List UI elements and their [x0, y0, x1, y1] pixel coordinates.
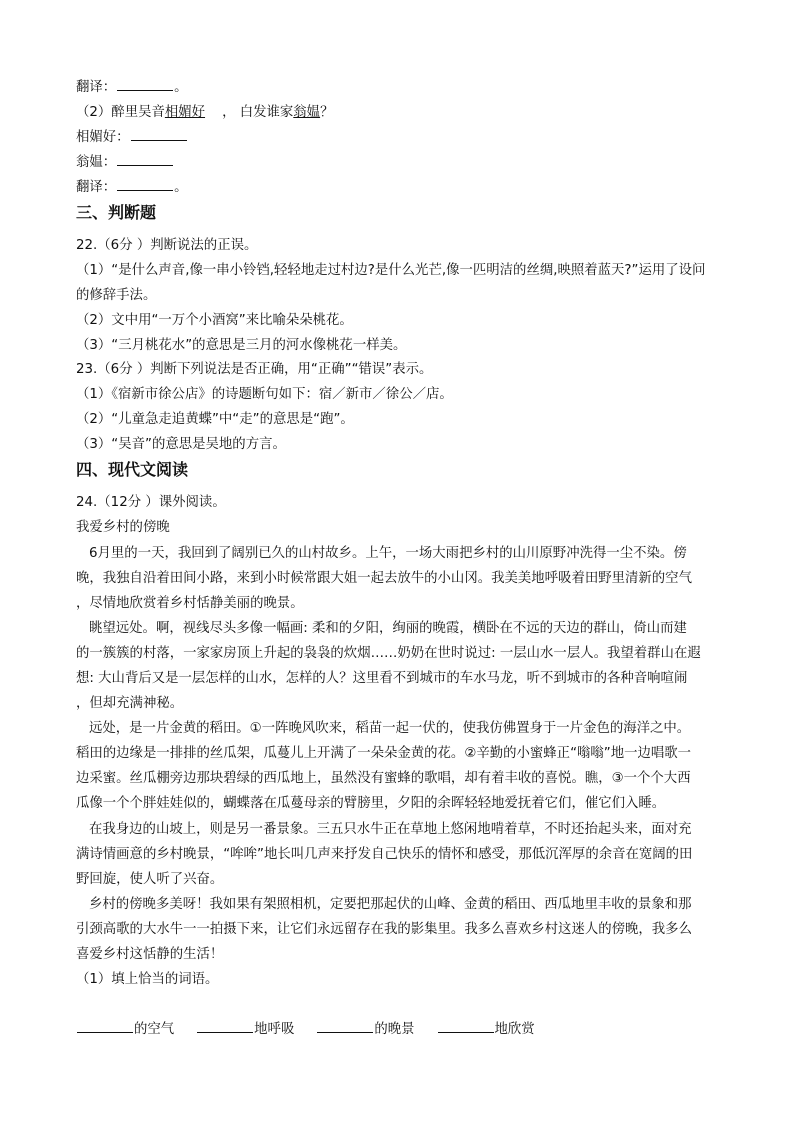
article-line: 6月里的一天，我回到了阔别已久的山村故乡。上午，一场大雨把乡村的山川原野冲洗得一尘不染。傍 [89, 546, 687, 561]
article-line: 远处，是一片金黄的稻田。①一阵晚风吹来，稻苗一起一伏的，使我仿佛置身于一片金色的海洋之中。 [89, 721, 691, 736]
underlined-word: 相媚好 [164, 105, 206, 120]
article-line: 瓜像一个个胖娃娃似的，蝴蝶落在瓜蔓母亲的臂膀里，夕阳的余晖轻轻地爱抚着它们，催它们入睡。 [76, 796, 666, 811]
article-line: 乡村的傍晚多美呀！我如果有架照相机，定要把那起伏的山峰、金黄的稻田、西瓜地里丰收的景象和那 [89, 897, 692, 912]
article-line: 想: 大山背后又是一层怎样的山水，怎样的人？这里看不到城市的车水马龙，听不到城市的各种音响喧闹 [76, 671, 688, 686]
word-explain-line: 相媚好： [76, 128, 724, 148]
answer-blank[interactable] [317, 1020, 373, 1033]
question-item: （1）《宿新市徐公店》的诗题断句如下：宿／新市／徐公／店。 [76, 387, 453, 402]
answer-blank[interactable] [438, 1020, 494, 1033]
section-title: 四、现代文阅读 [76, 460, 189, 479]
question-header: 23.（6分 ）判断下列说法是否正确，用“正确”“错误”表示。 [76, 362, 433, 377]
question-item: （2）“儿童急走追黄蝶”中“走”的意思是“跑”。 [76, 412, 354, 427]
question-item: （2）文中用“一万个小酒窝”来比喻朵朵桃花。 [76, 313, 353, 328]
poem-line-2: （2）醉里吴音相媚好 ， 白发谁家翁媪？ [76, 105, 334, 120]
question-item: （3）“三月桃花水”的意思是三月的河水像桃花一样美。 [76, 338, 407, 353]
answer-blank[interactable] [117, 78, 173, 91]
article-line: ，尽情地欣赏着乡村恬静美丽的晚景。 [76, 596, 304, 611]
answer-blank[interactable] [77, 1020, 133, 1033]
answer-blank[interactable] [197, 1020, 253, 1033]
question-item: （3）“吴音”的意思是吴地的方言。 [76, 437, 286, 452]
article-line: ，但却充满神秘。 [76, 696, 184, 711]
question-header: 22.（6分 ）判断说法的正误。 [76, 238, 258, 253]
article-line: 晚，我独自沿着田间小路，来到小时候常跟大姐一起去放牛的小山冈。我美美地呼吸着田野里清新的空气 [76, 571, 692, 586]
question-header: 24.（12分 ）课外阅读。 [76, 495, 226, 510]
article-line: 的一簇簇的村落，一家家房顶上升起的袅袅的炊烟……奶奶在世时说过: 一层山水一层人。我望着群山在遐 [76, 646, 701, 661]
question-item: 的修辞手法。 [76, 288, 157, 303]
translation-line-1: 翻译： 。 [76, 80, 188, 95]
section-title: 三、判断题 [76, 203, 157, 222]
article-line: 边采蜜。丝瓜棚旁边那块碧绿的西瓜地上，虽然没有蜜蜂的歌唱，却有着丰收的喜悦。瞧，③一个个大西 [76, 771, 691, 786]
answer-blank[interactable] [131, 128, 187, 141]
article-line: 喜爱乡村这恬静的生活！ [76, 947, 224, 962]
question-item: （1）填上恰当的词语。 [76, 972, 219, 987]
article-line: 稻田的边缘是一排排的丝瓜架，瓜蔓儿上开满了一朵朵金黄的花。②辛勤的小蜜蜂正“嗡嗡”地一边唱歌一 [76, 746, 692, 761]
answer-blank[interactable] [117, 153, 173, 166]
article-line: 野回旋，使人听了兴奋。 [76, 872, 224, 887]
answer-blank[interactable] [117, 178, 173, 191]
article-line: 满诗情画意的乡村晚景，“哞哞”地长叫几声来抒发自己快乐的情怀和感受，那低沉浑厚的余音在宽阔的田 [76, 847, 693, 862]
word-explain-line: 翁媪： [76, 153, 724, 173]
question-item: （1）“是什么声音,像一串小铃铛,轻轻地走过村边?是什么光芒,像一匹明洁的丝绸,映照着蓝天?”运用了设问 [76, 263, 706, 278]
article-line: 眺望远处。啊，视线尽头多像一幅画: 柔和的夕阳，绚丽的晚霞，横卧在不远的天边的群山，倚山而建 [89, 621, 687, 636]
article-line: 在我身边的山坡上，则是另一番景象。三五只水牛正在草地上悠闲地啃着草，不时还抬起头来，面对充 [89, 822, 692, 837]
article-title: 我爱乡村的傍晚 [76, 520, 170, 535]
underlined-word: 翁媪 [293, 105, 321, 120]
article-line: 引颈高歌的大水牛一一拍摄下来，让它们永远留存在我的影集里。我多么喜欢乡村这迷人的傍晚，我多么 [76, 922, 692, 937]
fill-in-row: 的空气 地呼吸 的晚景 地欣赏 [76, 1020, 724, 1040]
translation-line-2: 翻译： 。 [76, 180, 188, 195]
